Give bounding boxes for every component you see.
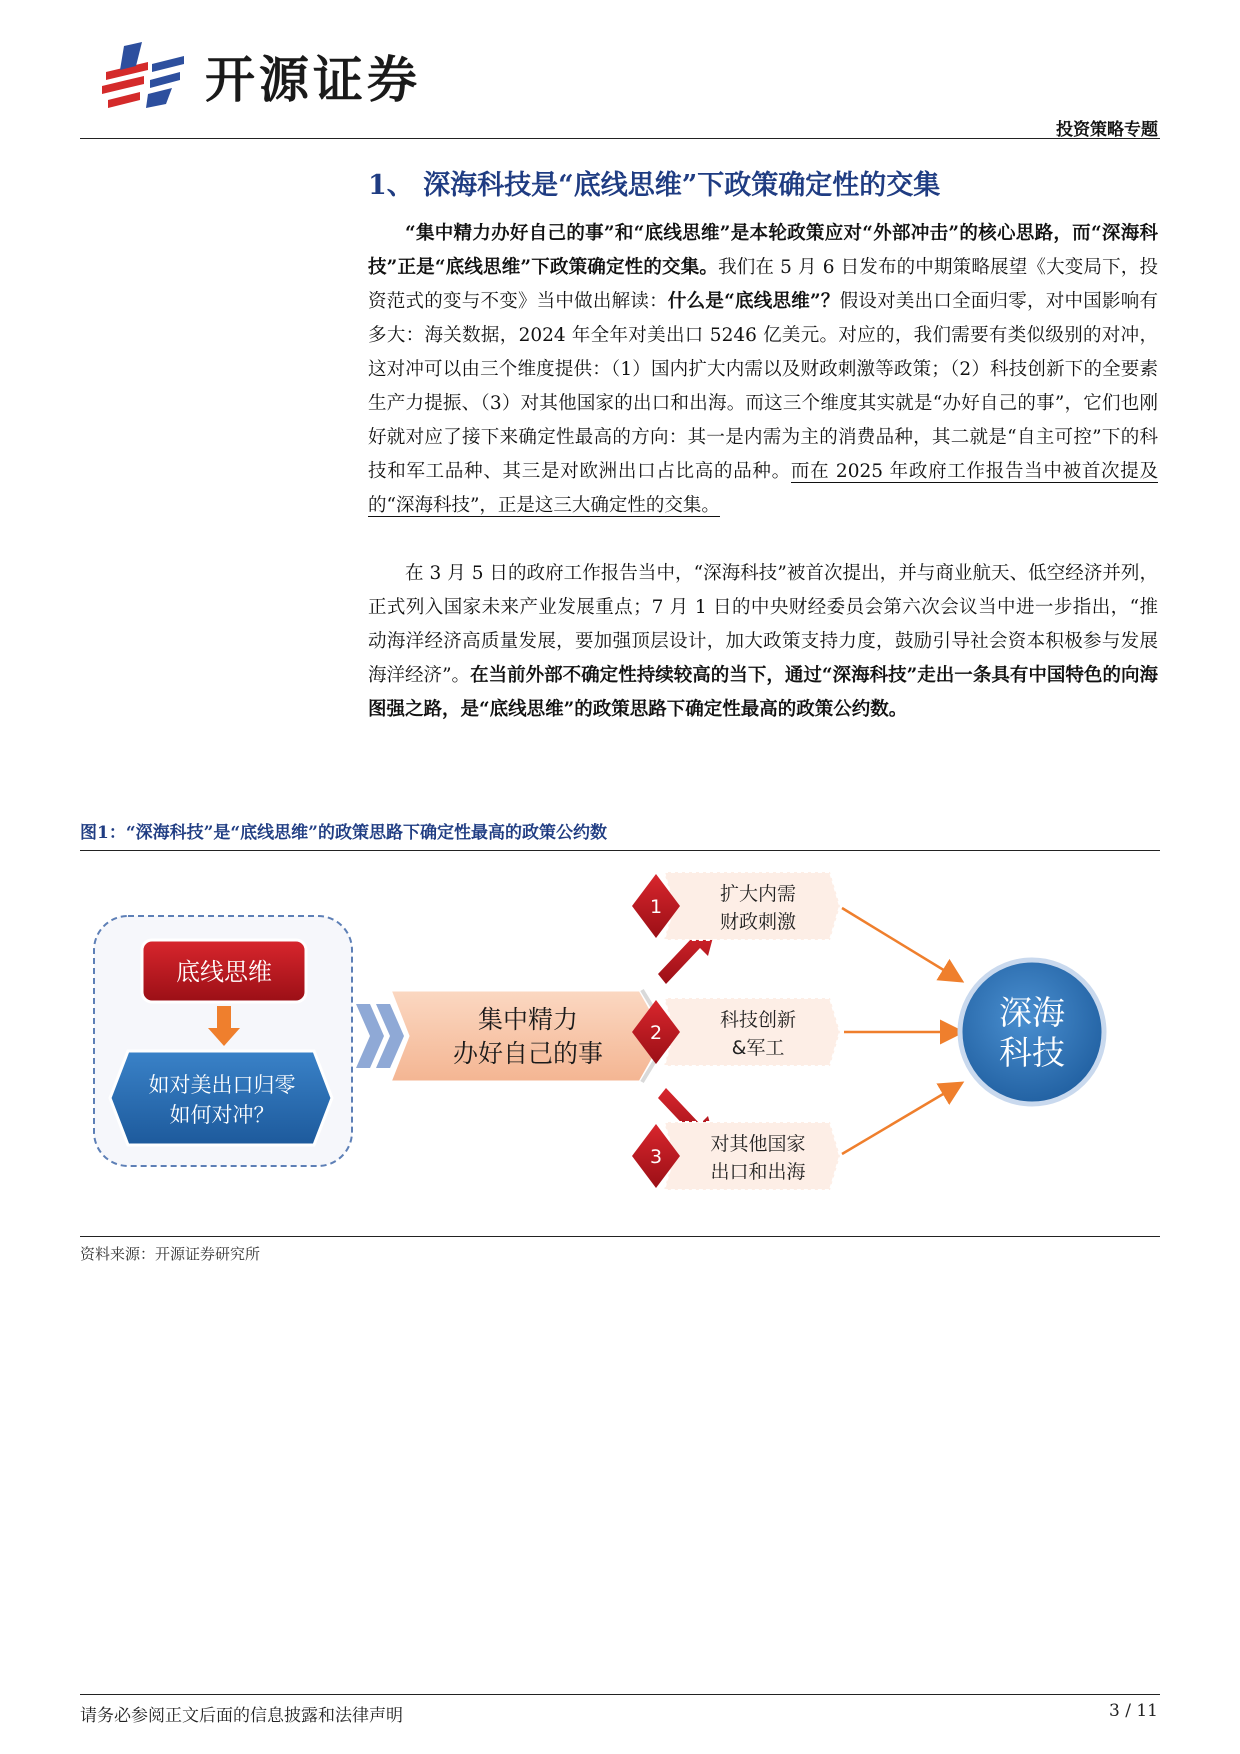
- hedge-question-box: [110, 1051, 332, 1145]
- logo-mark-icon: [102, 42, 184, 108]
- figure-bottom-rule: [80, 1236, 1160, 1237]
- p1-bold-1: “集中精力办好自己的事”和“底线思维”是本轮政策应对“外部冲击”的核心思路，而“深海科技”正是“底线思维”下政策确定性的交集。: [368, 223, 1158, 278]
- header-rule: [80, 138, 1160, 139]
- source-note: 资料来源：开源证券研究所: [80, 1245, 261, 1263]
- branch-2-number: 2: [649, 1022, 663, 1044]
- connector-1-arrow: [842, 908, 960, 980]
- paragraph-2: [368, 557, 1158, 727]
- hedge-question-line1: 如对美出口归零: [148, 1073, 296, 1097]
- branch-2-line2: &军工: [731, 1037, 785, 1059]
- p1-text-1: 我们在 5 月 6 日发布的中期策略展望《大变局下，投资范式的变与不变》当中做出解读：: [368, 257, 1158, 312]
- result-line2: 科技: [999, 1033, 1065, 1072]
- report-type: 投资策略专题: [1056, 120, 1158, 140]
- figure-top-rule: [80, 850, 1160, 851]
- footer-rule: [80, 1694, 1160, 1695]
- branch-1-line2: 财政刺激: [719, 911, 797, 933]
- p1-underlined: 而在 2025 年政府工作报告当中被首次提及的“深海科技”，正是这三大确定性的交集。: [368, 461, 1159, 516]
- focus-line1: 集中精力: [477, 1005, 579, 1034]
- hedge-question-line2: 如何对冲？: [169, 1103, 275, 1127]
- figure-diagram: [80, 856, 1160, 1226]
- connector-3-arrow: [842, 1084, 960, 1154]
- deep-sea-tech-circle: [960, 960, 1104, 1104]
- footer-disclaimer: 请务必参阅正文后面的信息披露和法律声明: [80, 1706, 403, 1726]
- page-number: 3 / 11: [1109, 1701, 1158, 1721]
- p2-bold-1: 在当前外部不确定性持续较高的当下，通过“深海科技”走出一条具有中国特色的向海图强之路，是“底线思维”的政策思路下确定性最高的政策公约数。: [368, 665, 1158, 720]
- result-line1: 深海: [999, 993, 1065, 1032]
- focus-line2: 办好自己的事: [452, 1039, 604, 1068]
- branch-3-number: 3: [649, 1146, 663, 1168]
- p1-bold-2: 什么是“底线思维”？: [667, 291, 840, 312]
- focus-own-affairs-box: [390, 990, 666, 1082]
- p1-text-2: 假设对美出口全面归零，对中国影响有多大：海关数据，2024 年全年对美出口 5246 亿美元。对应的，我们需要有类似级别的对冲，这对冲可以由三个维度提供：（1）国内扩大内需以及财政刺激等政策；（2）科技创新下的全要素生产力提振、（3）对其他国家的出口和出海。而这三个维度其实就是“办好自己的事”，它们也刚好就对应了接下来确定性最高的方向：其一是内需为主的消费品种，其二就是“自主可控”下的科技和军工品种、其三是对欧洲出口占比高的品种。: [368, 291, 1158, 482]
- section-title: 1、 深海科技是“底线思维”下政策确定性的交集: [368, 170, 941, 201]
- paragraph-1: [368, 217, 1158, 523]
- company-name: 开源证券: [205, 51, 421, 109]
- baseline-thinking-label: 底线思维: [176, 958, 272, 986]
- branch-3-line1: 对其他国家: [710, 1133, 806, 1155]
- double-chevron-icon: [356, 1004, 404, 1068]
- branch-1-number: 1: [649, 896, 663, 918]
- branch-3-line2: 出口和出海: [710, 1161, 806, 1183]
- figure-title: 图1：“深海科技”是“底线思维”的政策思路下确定性最高的政策公约数: [80, 823, 607, 843]
- branch-2-line1: 科技创新: [719, 1009, 797, 1031]
- p2-text-1: 在 3 月 5 日的政府工作报告当中，“深海科技”被首次提出，并与商业航天、低空经济并列，正式列入国家未来产业发展重点；7 月 1 日的中央财经委员会第六次会议当中进一步指出，“推动海洋经济高质量发展，要加强顶层设计，加大政策支持力度，鼓励引导社会资本积极参与发展海洋经济”。: [368, 563, 1158, 686]
- branch-1-line1: 扩大内需: [719, 883, 797, 905]
